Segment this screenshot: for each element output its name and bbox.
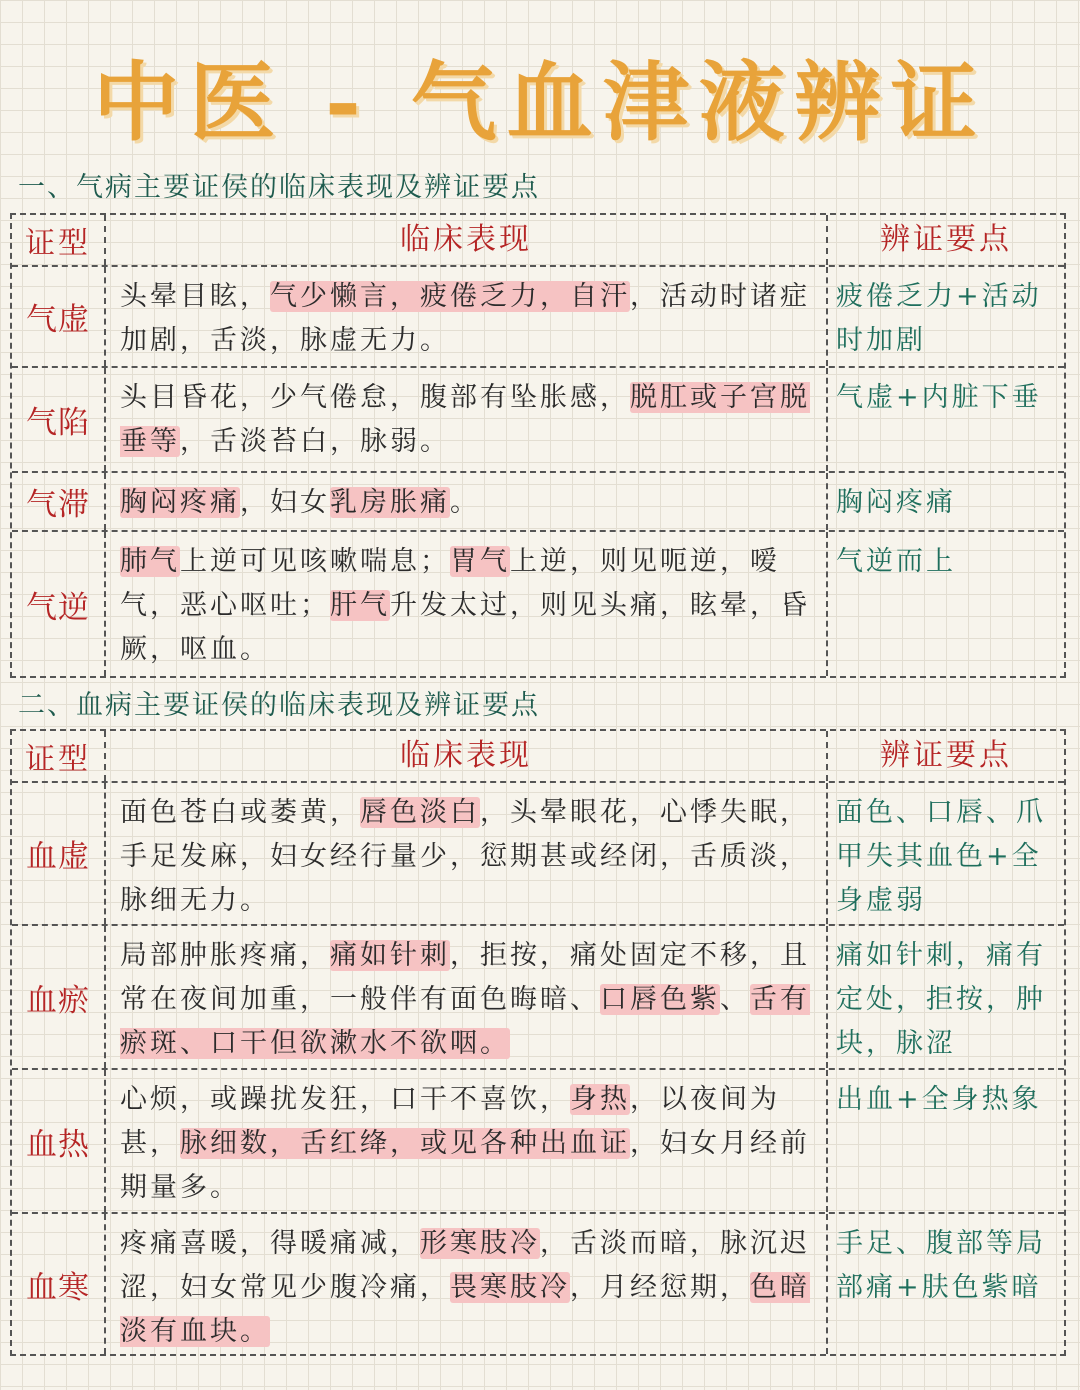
text-segment: ，妇女月经前期量多。 <box>120 1128 810 1203</box>
diagnostic-key: 痛如针刺，痛有定处，拒按，肿块，脉涩 <box>836 940 1046 1059</box>
table-row <box>12 530 1064 676</box>
highlight-segment: 形寒肢冷 <box>420 1228 540 1259</box>
diagnostic-key: 面色、口唇、爪甲失其血色+全身虚弱 <box>836 797 1046 916</box>
text-segment: 面色苍白或萎黄， <box>120 797 360 828</box>
text-segment: ，头晕眼花，心悸失眠，手足发麻，妇女经行量少，愆期甚或经闭，舌质淡，脉细无力。 <box>120 797 810 916</box>
clinical-manifestation <box>106 926 828 1068</box>
text-segment: ，妇女 <box>240 487 330 518</box>
table-row <box>12 265 1064 366</box>
text-segment: 局部肿胀疼痛， <box>120 940 330 971</box>
table-row <box>12 924 1064 1068</box>
highlight-segment: 舌有瘀斑、口干但欲漱水不欲咽。 <box>120 984 810 1059</box>
clinical-manifestation <box>106 1070 828 1212</box>
text-segment: 、 <box>720 984 750 1015</box>
section-heading-blood: 二、血病主要证侯的临床表现及辨证要点 <box>18 690 540 721</box>
table-row <box>12 471 1064 530</box>
syndrome-type: 气陷 <box>12 368 106 471</box>
section-heading-qi: 一、气病主要证侯的临床表现及辨证要点 <box>18 172 540 203</box>
text-segment: 。 <box>450 487 480 518</box>
syndrome-type: 血热 <box>12 1070 106 1212</box>
diagnostic-key: 气虚+内脏下垂 <box>836 382 1042 413</box>
table-row <box>12 781 1064 924</box>
highlight-segment: 肺气 <box>120 546 180 577</box>
syndrome-type: 气滞 <box>12 473 106 530</box>
diagnostic-key: 出血+全身热象 <box>836 1084 1042 1115</box>
header-manifestation: 临床表现 <box>106 731 828 781</box>
highlight-segment: 脉细数，舌红绛，或见各种出血证 <box>180 1128 630 1159</box>
highlight-segment: 痛如针刺 <box>330 940 450 971</box>
text-segment: 头晕目眩， <box>120 281 270 312</box>
highlight-segment: 乳房胀痛 <box>330 487 450 518</box>
table-header-row <box>12 731 1064 781</box>
text-segment: 上逆，则见呃逆，嗳气，恶心呕吐； <box>120 546 780 621</box>
qi-table <box>10 213 1066 678</box>
diagnostic-key: 气逆而上 <box>836 546 956 577</box>
header-type: 证型 <box>12 731 106 781</box>
table-row <box>12 1212 1064 1354</box>
highlight-segment: 口唇色紫 <box>600 984 720 1015</box>
clinical-manifestation <box>106 1214 828 1354</box>
clinical-manifestation <box>106 368 828 471</box>
blood-table <box>10 729 1066 1356</box>
clinical-manifestation <box>106 267 828 366</box>
header-type: 证型 <box>12 215 106 265</box>
text-segment: ，活动时诸症加剧，舌淡，脉虚无力。 <box>120 281 810 356</box>
text-segment: 上逆可见咳嗽喘息； <box>180 546 450 577</box>
table-row <box>12 1068 1064 1212</box>
highlight-segment: 身热 <box>570 1084 630 1115</box>
clinical-manifestation <box>106 473 828 530</box>
table-header-row <box>12 215 1064 265</box>
syndrome-type: 气逆 <box>12 532 106 676</box>
syndrome-type: 血虚 <box>12 783 106 924</box>
header-key-points: 辨证要点 <box>880 738 1012 773</box>
highlight-segment: 气少懒言，疲倦乏力，自汗 <box>270 281 630 312</box>
text-segment: ，拒按，痛处固定不移，且常在夜间加重，一般伴有面色晦暗、 <box>120 940 810 1015</box>
text-segment: 头目昏花，少气倦怠，腹部有坠胀感， <box>120 382 630 413</box>
highlight-segment: 色暗淡有血块。 <box>120 1272 810 1347</box>
page-title: 中医 - 气血津液辨证 <box>93 52 987 153</box>
text-segment: ，舌淡苔白，脉弱。 <box>180 426 450 457</box>
highlight-segment: 胃气 <box>450 546 510 577</box>
header-key-points: 辨证要点 <box>880 222 1012 257</box>
syndrome-type: 血瘀 <box>12 926 106 1068</box>
header-manifestation: 临床表现 <box>106 215 828 265</box>
table-row <box>12 366 1064 471</box>
text-segment: 疼痛喜暖，得暖痛减， <box>120 1228 420 1259</box>
text-segment: ，月经愆期， <box>570 1272 750 1303</box>
text-segment: 升发太过，则见头痛，眩晕，昏厥，呕血。 <box>120 590 810 665</box>
highlight-segment: 胸闷疼痛 <box>120 487 240 518</box>
diagnostic-key: 手足、腹部等局部痛+肤色紫暗 <box>836 1228 1046 1303</box>
highlight-segment: 畏寒肢冷 <box>450 1272 570 1303</box>
clinical-manifestation <box>106 532 828 676</box>
text-segment: 心烦，或躁扰发狂，口干不喜饮， <box>120 1084 570 1115</box>
text-segment: ，舌淡而暗，脉沉迟涩，妇女常见少腹冷痛， <box>120 1228 810 1303</box>
diagnostic-key: 胸闷疼痛 <box>836 487 956 518</box>
highlight-segment: 脱肛或子宫脱垂等 <box>120 382 810 457</box>
clinical-manifestation <box>106 783 828 924</box>
syndrome-type: 血寒 <box>12 1214 106 1354</box>
text-segment: ，以夜间为甚， <box>120 1084 780 1159</box>
diagnostic-key: 疲倦乏力+活动时加剧 <box>836 281 1042 356</box>
highlight-segment: 唇色淡白 <box>360 797 480 828</box>
syndrome-type: 气虚 <box>12 267 106 366</box>
highlight-segment: 肝气 <box>330 590 390 621</box>
